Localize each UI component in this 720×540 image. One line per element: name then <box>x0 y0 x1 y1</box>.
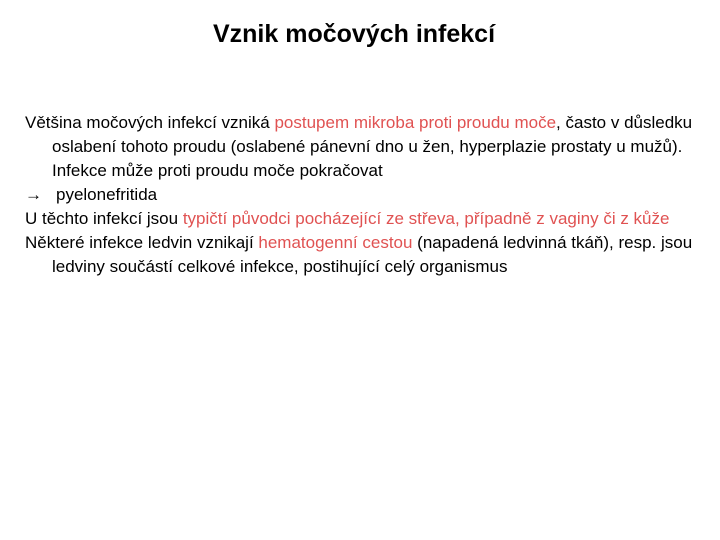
highlight-text: postupem mikroba proti proudu moče <box>274 113 557 132</box>
paragraph-text: (napadená ledvinná tkáň), resp. jsou ledviny součástí celkové infekce, postihující celý organismus <box>52 233 693 276</box>
highlight-text: hematogenní cestou <box>258 233 413 252</box>
highlight-text: typičtí původci pocházející ze střeva, případně z vaginy či z kůže <box>182 209 670 228</box>
slide-title: Vznik močových infekcí <box>212 20 496 48</box>
paragraph-text: U těchto infekcí jsou <box>25 209 183 228</box>
paragraph-pathogens <box>25 207 715 231</box>
paragraph-text: pyelonefritida <box>56 185 158 204</box>
slide-body <box>25 111 715 279</box>
paragraph-text: , často v důsledku oslabení tohoto proudu (oslabené pánevní dno u žen, hyperplazie prostaty u mužů). Infekce může proti proudu moče pokračovat <box>52 113 693 180</box>
paragraph-origin: Většina močových infekcí vzniká postupem mikroba proti proudu moče, často v důsledku oslabení tohoto proudu (oslabené pánevní dno u žen, hyperplazie prostaty u mužů). Infekce může proti proudu moče pokračovat → pyelonefritida <box>25 113 693 204</box>
paragraph-hematogenous <box>25 231 715 279</box>
paragraph-text: Většina močových infekcí vzniká <box>25 113 275 132</box>
paragraph-text: Některé infekce ledvin vznikají <box>25 233 259 252</box>
